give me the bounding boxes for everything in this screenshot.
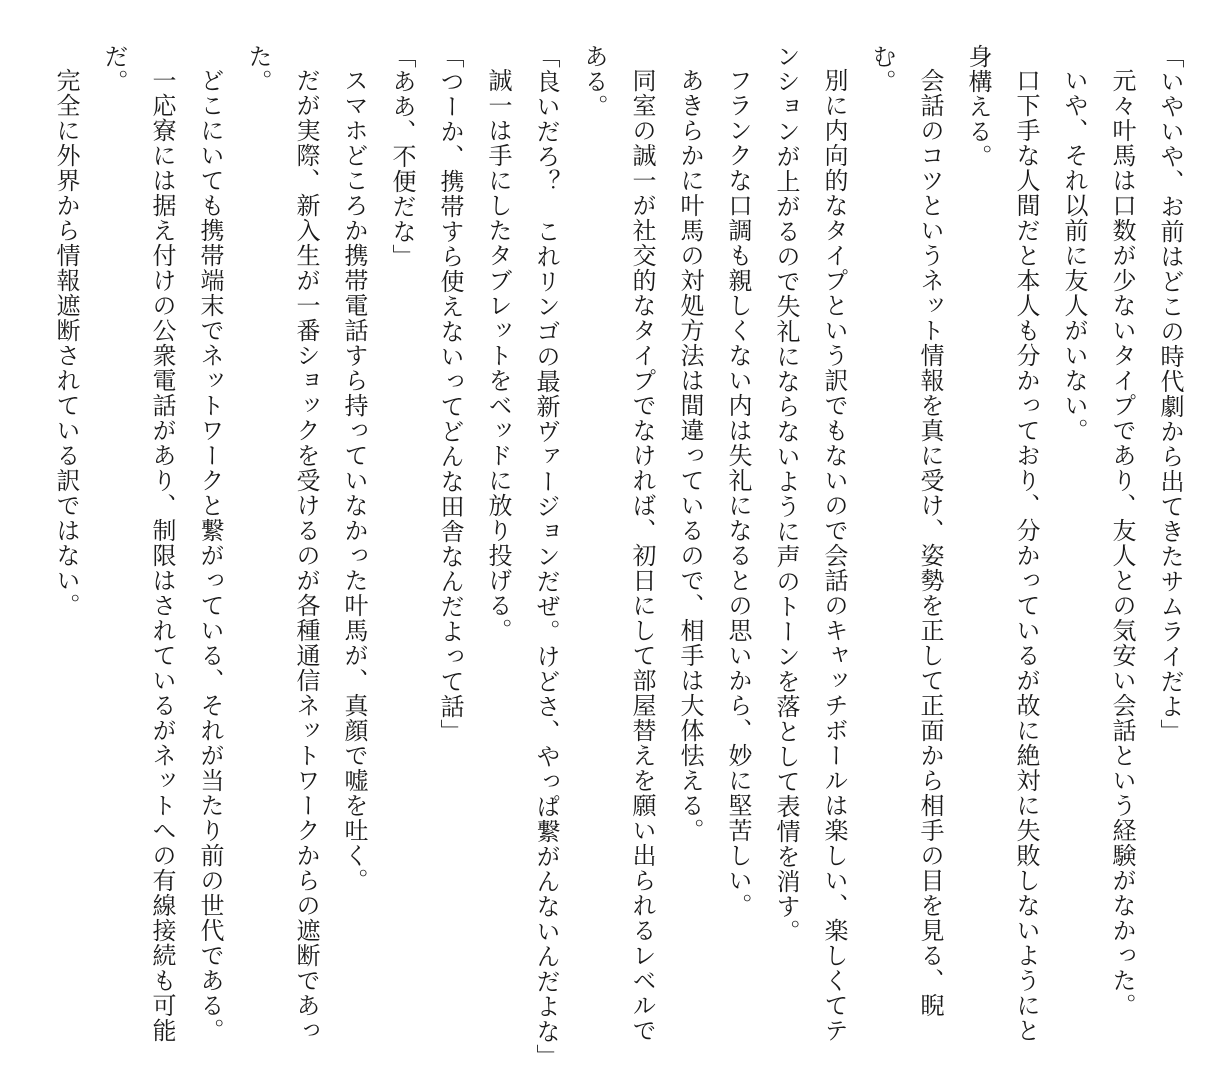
paragraph-15: だが実際、新入生が一番ショックを受けるのが各種通信ネットワークからの遮断であった。 xyxy=(244,44,320,1043)
paragraph-10: 「良いだろ？ これリンゴの最新ヴァージョンだぜ。けどさ、やっぱ繋がんないんだよな」 xyxy=(532,44,560,1069)
paragraph-16: どこにいても携帯端末でネットワークと繋がっている、それが当たり前の世代である。 xyxy=(196,68,224,1043)
paragraph-13: 「ああ、不便だな」 xyxy=(388,44,416,269)
paragraph-01: 「いやいや、お前はどこの時代劇から出てきたサムライだよ」 xyxy=(1156,44,1184,744)
paragraph-11: 誠一は手にしたタブレットをベッドに放り投げる。 xyxy=(484,68,512,643)
paragraph-17: 一応寮には据え付けの公衆電話があり、制限はされているがネットへの有線接続も可能だ。 xyxy=(100,44,176,1043)
paragraph-14: スマホどころか携帯電話すら持っていなかった叶馬が、真顔で嘘を吐く。 xyxy=(340,68,368,893)
paragraph-09: 同室の誠一が社交的なタイプでなければ、初日にして部屋替えを願い出られるレベルである。 xyxy=(580,44,656,1043)
paragraph-04: 口下手な人間だと本人も分かっており、分かっているが故に絶対に失敗しないようにと身構える。 xyxy=(964,44,1040,1043)
paragraph-18: 完全に外界から情報遮断されている訳ではない。 xyxy=(52,68,80,618)
paragraph-06: 別に内向的なタイプという訳でもないので会話のキャッチボールは楽しい、楽しくてテンションが上がるので失礼にならないように声のトーンを落として表情を消す。 xyxy=(772,44,848,1043)
paragraph-08: あきらかに叶馬の対処方法は間違っているので、相手は大体怯える。 xyxy=(676,68,704,843)
paragraph-05: 会話のコツというネット情報を真に受け、姿勢を正して正面から相手の目を見る、睨む。 xyxy=(868,44,944,1018)
paragraph-02: 元々叶馬は口数が少ないタイプであり、友人との気安い会話という経験がなかった。 xyxy=(1108,68,1136,1018)
paragraph-12: 「つーか、携帯すら使えないってどんな田舎なんだよって話」 xyxy=(436,44,464,744)
novel-text-column xyxy=(42,44,1194,1069)
paragraph-07: フランクな口調も親しくない内は失礼になるとの思いから、妙に堅苦しい。 xyxy=(724,68,752,918)
paragraph-03: いや、それ以前に友人がいない。 xyxy=(1060,68,1088,443)
